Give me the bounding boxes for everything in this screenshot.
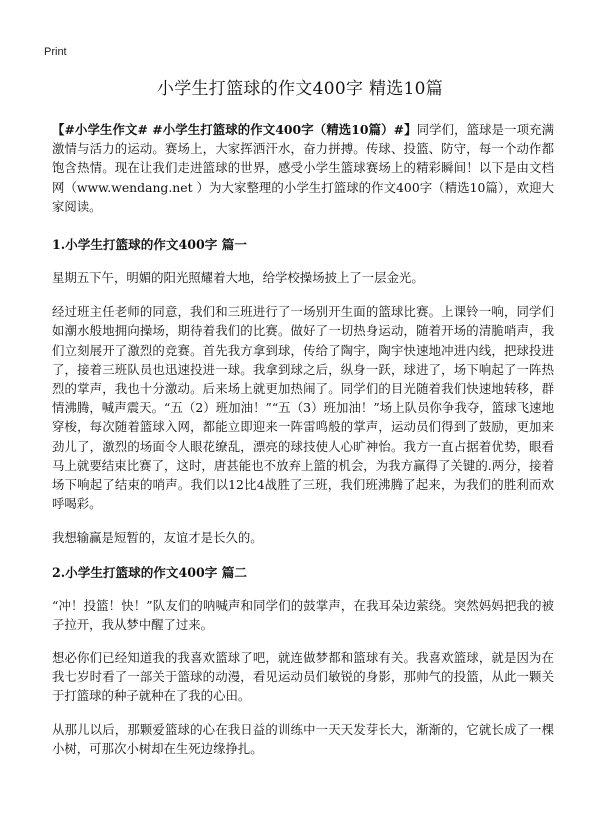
section-1-paragraph-3: 我想输赢是短暂的，友谊才是长久的。 bbox=[52, 530, 263, 546]
section-2-paragraph-1: “冲！投篮！快！”队友们的呐喊声和同学们的鼓掌声，在我耳朵边萦绕。突然妈妈把我的被子拉开，我从梦中醒了过来。 bbox=[52, 597, 554, 632]
section-heading-1: 1.小学生打篮球的作文400字 篇一 bbox=[52, 237, 247, 253]
intro-lead: 【#小学生作文# #小学生打篮球的作文400字（精选10篇）#】 bbox=[52, 122, 417, 137]
intro-paragraph bbox=[52, 120, 554, 216]
document-title: 小学生打篮球的作文400字 精选10篇 bbox=[156, 79, 444, 99]
intro-body: 同学们，篮球是一项充满激情与活力的运动。赛场上，大家挥洒汗水，奋力拼搏。传球、投篮、防守，每一个动作都饱含热情。现在让我们走进篮球的世界，感受小学生篮球赛场上的精彩瞬间！以下是由文档网（www.wendang.net ）为大家整理的小学生打篮球的作文400字（精选10篇），欢迎大家阅读。 bbox=[52, 122, 554, 214]
section-1-paragraph-2: 经过班主任老师的同意，我们和三班进行了一场别开生面的篮球比赛。上课铃一响，同学们如潮水般地拥向操场，期待着我们的比赛。做好了一切热身运动，随着开场的清脆哨声，我们立刻展开了激烈的竞赛。首先我方拿到球，传给了陶宇，陶宇快速地冲进内线，把球投进了，接着三班队员也迅速投进一球。我拿到球之后，纵身一跃，球进了，场下响起了一阵热烈的掌声，我也十分激动。后来场上就更加热闹了。同学们的目光随着我们快速地转移，群情沸腾，喊声震天。“五（2）班加油！”“五（3）班加油！”场上队员你争我夺，篮球飞速地穿梭，每次随着篮球入网，都能立即迎来一阵雷鸣般的掌声，运动员们得到了鼓励，更加来劲儿了，激烈的场面令人眼花缭乱，漂亮的球技使人心旷神怡。我方一直占据着优势，眼看马上就要结束比赛了，这时，唐甚能也不放弃上篮的机会，为我方赢得了关键的.两分，接着场下响起了结束的哨声。我们以12比4战胜了三班，我们班沸腾了起来，为我们的胜利而欢呼喝彩。 bbox=[52, 304, 554, 512]
section-heading-2: 2.小学生打篮球的作文400字 篇二 bbox=[52, 564, 247, 580]
section-2-paragraph-2: 想必你们已经知道我的我喜欢篮球了吧，就连做梦都和篮球有关。我喜欢篮球，就是因为在我七岁时看了一部关于篮球的动漫，看见运动员们敏锐的身影，那帅气的投篮，从此一颗关于打篮球的种子就种在了我的心田。 bbox=[52, 650, 554, 704]
section-2-paragraph-3: 从那儿以后，那颗爱篮球的心在我日益的训练中一天天发芽长大，渐渐的，它就长成了一棵小树，可那次小树却在生死边缘挣扎。 bbox=[52, 721, 554, 756]
print-label: Print bbox=[44, 46, 67, 58]
section-1-paragraph-1: 星期五下午，明媚的阳光照耀着大地，给学校操场披上了一层金光。 bbox=[52, 270, 424, 286]
document-body bbox=[52, 120, 554, 772]
